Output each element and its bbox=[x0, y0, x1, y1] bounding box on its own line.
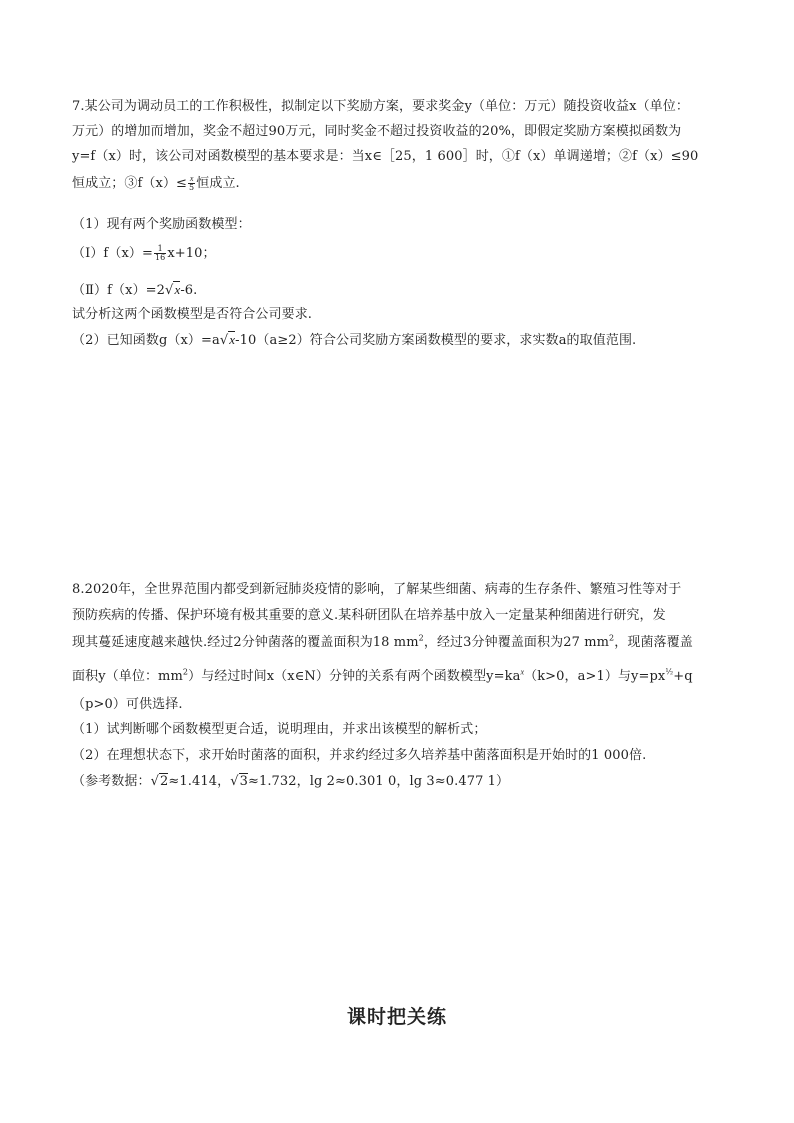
q8-line-2 bbox=[72, 606, 732, 626]
section-title: 课时把关练 bbox=[346, 1006, 447, 1028]
q7-line-2 bbox=[72, 122, 732, 142]
sqrt-x: √x bbox=[165, 282, 181, 298]
sqrt-x: √x bbox=[219, 332, 236, 348]
q7-ask bbox=[72, 305, 732, 325]
q8-line-1 bbox=[72, 580, 732, 600]
q7-text-2: 万元）的增加而增加，奖金不超过90万元，同时奖金不超过投资收益的20%，即假定奖励方案模拟函数为 bbox=[72, 124, 682, 139]
q8-line-3: 现其蔓延速度越来越快.经过2分钟菌落的覆盖面积为18 $mm^2$，经过3分钟覆盖面积为27 $mm^2$，现菌落覆盖 bbox=[72, 633, 693, 650]
q8-text-5: （p>0）可供选择. bbox=[72, 697, 183, 712]
q8-text-2: 预防疾病的传播、保护环境有极其重要的意义.某科研团队在培养基中放入一定量某种细菌进行研究，发 bbox=[72, 608, 666, 623]
sqrt-3: √3 bbox=[230, 774, 248, 789]
q7-text-3: y=f（x）时，该公司对函数模型的基本要求是：当x∈［25，1 600］时，①f（x）单调递增；②f（x）≤90 bbox=[72, 149, 699, 164]
q7-text-4b: 恒成立. bbox=[196, 176, 240, 191]
q8-part-1 bbox=[72, 720, 732, 740]
model-1-rhs: x+10； bbox=[167, 246, 216, 261]
q7-part-2-a: （2）已知函数g（x）=a bbox=[72, 333, 220, 348]
fraction-1-over-16: $\frac{1}{16}$ bbox=[154, 244, 166, 262]
q7-part-1 bbox=[72, 215, 732, 235]
q8-text-1: 8.2020年，全世界范围内都受到新冠肺炎疫情的影响，了解某些细菌、病毒的生存条件、繁殖习性等对于 bbox=[72, 582, 682, 597]
q7-line-4 bbox=[72, 174, 732, 194]
q7-part-2-b: -10（a≥2）符合公司奖励方案函数模型的要求，求实数a的取值范围. bbox=[235, 333, 637, 348]
fraction-x-over-5: $\frac{x}{5}$ bbox=[189, 174, 195, 192]
model-1-lhs: （Ⅰ）f（x）= bbox=[72, 246, 153, 261]
q7-part-2 bbox=[72, 330, 732, 351]
q7-part-1-text: （1）现有两个奖励函数模型： bbox=[72, 217, 251, 232]
q8-part-1-text: （1）试判断哪个函数模型更合适，说明理由，并求出该模型的解析式； bbox=[72, 722, 487, 737]
q8-reference-data: （参考数据：√2≈1.414，√3≈1.732，lg 2≈0.301 0，lg 3≈0.477 1） bbox=[72, 772, 732, 792]
q7-model-1 bbox=[72, 244, 732, 264]
q8-part-2 bbox=[72, 746, 732, 766]
sqrt-2: √2 bbox=[150, 774, 169, 789]
q7-line-1 bbox=[72, 97, 732, 117]
model-2-lhs: （Ⅱ）f（x）=2 bbox=[72, 283, 166, 298]
q7-model-2 bbox=[72, 280, 732, 301]
q7-text-1: 7.某公司为调动员工的工作积极性，拟制定以下奖励方案，要求奖金y（单位：万元）随投资收益x（单位： bbox=[72, 99, 689, 114]
q7-ask-text: 试分析这两个函数模型是否符合公司要求. bbox=[72, 307, 313, 322]
q8-line-4: 面积y（单位：$mm^2$）与经过时间x（x∈N）分钟的关系有两个函数模型$y=ka^x(k>0$，a>1）与$y=px^{\frac{1}{2}}+q$ bbox=[72, 667, 693, 684]
q7-line-3 bbox=[72, 147, 732, 167]
q7-text-4a: 恒成立；③f（x）≤ bbox=[72, 176, 188, 191]
q8-line-5 bbox=[72, 695, 732, 715]
model-2-rhs: -6. bbox=[180, 283, 198, 298]
q8-part-2-text: （2）在理想状态下，求开始时菌落的面积，并求约经过多久培养基中菌落面积是开始时的1 000倍. bbox=[72, 748, 647, 763]
